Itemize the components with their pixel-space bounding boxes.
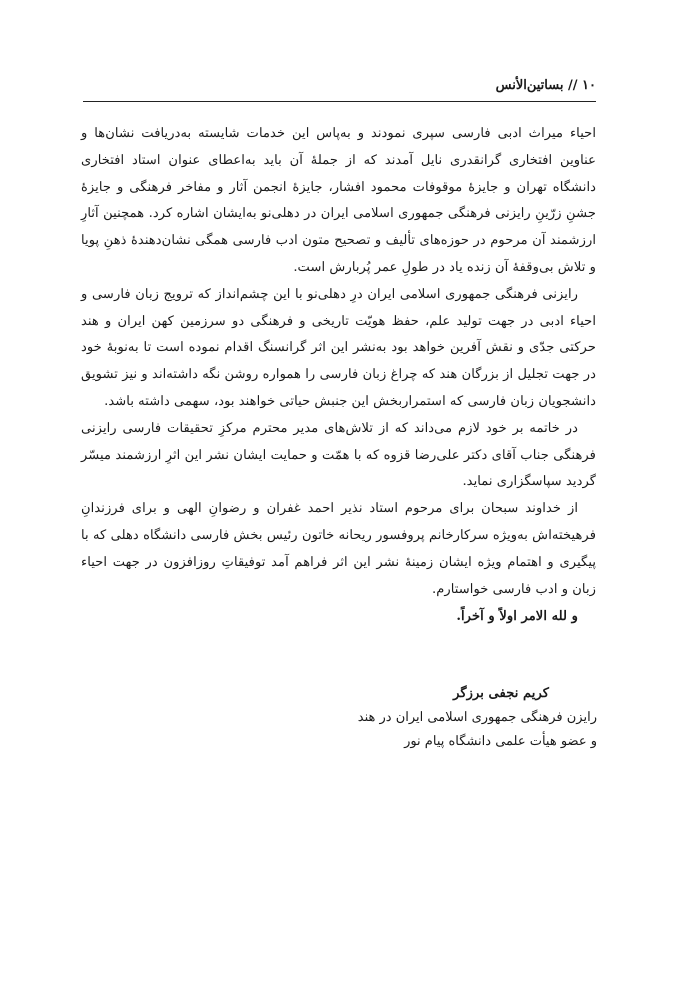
paragraph-2: رایزنی فرهنگی جمهوری اسلامی ایران درِ دهلی‌نو با این چشم‌انداز که ترویج زبان فارسی و احیاء ادبی در جهت تولید علم، حفظ هویّت تاریخی و فرهنگی دو سرزمین کهن ایران و هند حرکتی جدّی و نقش آفرین خواهد بود به‌نشر این اثر گرانسنگ اقدام نموده است تا به‌نوبهٔ خود در جهت تجلیل از بزرگان هند که چراغ زبان فارسی را همواره روشن نگه داشته‌اند و نیز تشویق دانشجویان زبان فارسی که استمراربخش این جنبش حیاتی خواهند بود، سهمی داشته باشد. bbox=[81, 286, 596, 409]
signature-name: کریم نجفی برزگر bbox=[453, 686, 549, 701]
signature-title-line-1: رایزن فرهنگی جمهوری اسلامی ایران در هند bbox=[357, 710, 597, 725]
signature-title-line-2: و عضو هیأت علمی دانشگاه پیام نور bbox=[404, 734, 597, 749]
paragraph-4: از خداوند سبحان برای مرحوم استاد نذیر احمد غفران و رضوانِ الهی و برای فرزندانِ فرهیخته‌اش به‌ویژه سرکارخانم پروفسور ریحانه خاتون رئیس بخش فارسی دانشگاه دهلی که با پیگیری و اهتمام ویژه ایشان زمینهٔ نشر این اثر فراهم آمد توفیقاتِ روزافزون در جهت احیاء زبان و ادب فارسی خواستارم. bbox=[81, 501, 596, 597]
paragraph-1: احیاء میراث ادبی فارسی سپری نمودند و به‌پاس این خدمات شایسته به‌دریافت نشان‌ها و عناوین افتخاری گرانقدری نایل آمدند که از جملهٔ آن باید به‌اعطای عنوان استاد افتخاری دانشگاه تهران و جایزهٔ موقوفات محمود افشار، جایزهٔ انجمن آثار و مفاخر فرهنگی و جایزهٔ جشنِ زرّینِ رایزنی فرهنگی جمهوری اسلامی ایران در دهلی‌نو به‌ایشان اشاره کرد. همچنین آثارِ ارزشمند آن مرحوم در حوزه‌های تألیف و تصحیح متون ادب فارسی همگی نشان‌دهندهٔ ذهنِ پویا و تلاش بی‌وقفهٔ آن زنده یاد در طولِ عمر پُربارش است. bbox=[81, 126, 596, 275]
paragraph-3: در خاتمه بر خود لازم می‌داند که از تلاش‌های مدیر محترم مرکزِ تحقیقات فارسی رایزنی فرهنگی جناب آقای دکتر علی‌رضا قزوه که با همّت و حمایت ایشان نشر این اثرِ ارزشمند میسّر گردید سپاسگزاری نماید. bbox=[81, 420, 596, 490]
body-text bbox=[81, 121, 596, 631]
closing-line: و لله الامر اولاً و آخراً. bbox=[456, 609, 578, 625]
running-header: ۱۰ // بساتین‌الأنس bbox=[495, 78, 596, 93]
signature-block bbox=[300, 682, 597, 754]
header-rule bbox=[83, 101, 596, 102]
